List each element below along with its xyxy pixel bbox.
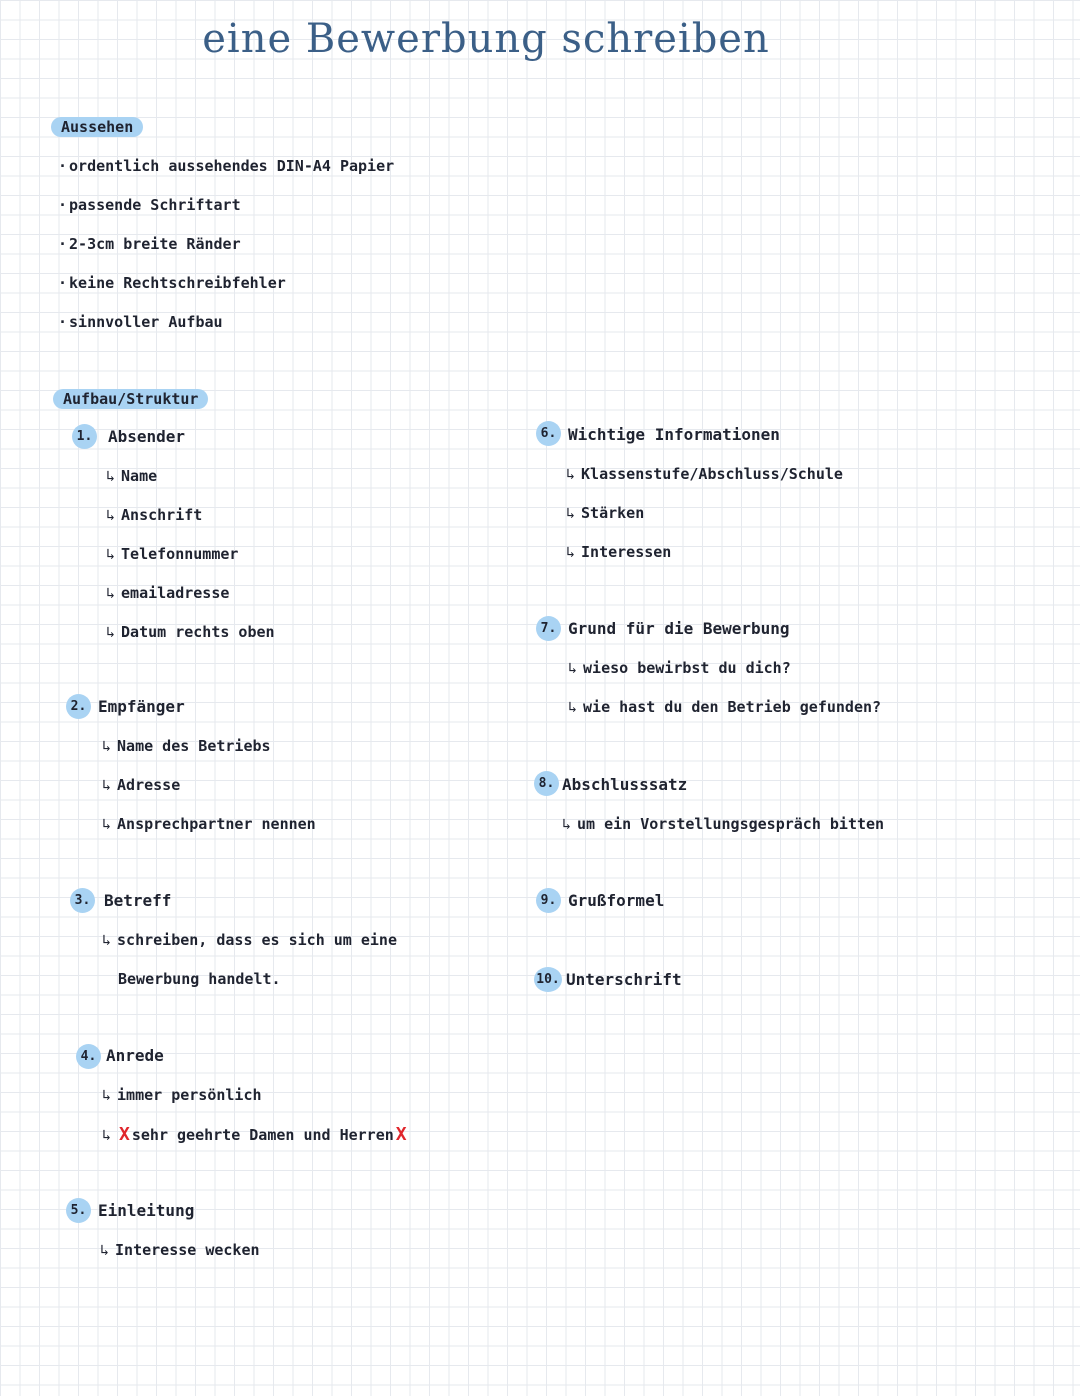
sub-item	[102, 931, 397, 949]
arrow-icon: ↳	[102, 931, 112, 949]
sub-item-label: Datum rechts oben	[121, 623, 275, 641]
arrow-icon: ↳	[102, 776, 112, 794]
arrow-icon: ↳	[106, 584, 116, 602]
aussehen-item: · ordentlich aussehendes DIN-A4 Papier	[58, 157, 394, 175]
sub-item-label: immer persönlich	[117, 1086, 262, 1104]
page-title: eine Bewerbung schreiben	[202, 16, 770, 62]
section-title: Wichtige Informationen	[568, 425, 780, 444]
arrow-icon: ↳	[106, 623, 116, 641]
aussehen-heading: Aussehen	[51, 117, 143, 137]
arrow-icon: ↳	[566, 543, 576, 561]
arrow-icon: ↳	[102, 815, 112, 833]
section-title: Empfänger	[98, 697, 185, 716]
sub-item	[102, 1124, 409, 1145]
sub-item	[566, 543, 671, 561]
section-title: Grußformel	[568, 891, 665, 910]
cross-icon: X	[119, 1124, 130, 1145]
arrow-icon: ↳	[106, 467, 116, 485]
arrow-icon: ↳	[568, 698, 578, 716]
section-number: 3.	[70, 888, 95, 913]
arrow-icon: ↳	[102, 737, 112, 755]
section-title: Unterschrift	[566, 970, 682, 989]
sub-item	[106, 545, 238, 563]
section-number: 6.	[536, 421, 561, 446]
aussehen-item: · sinnvoller Aufbau	[58, 313, 223, 331]
sub-item-label: Adresse	[117, 776, 181, 794]
aufbau-heading: Aufbau/Struktur	[53, 389, 208, 409]
sub-item	[568, 698, 881, 716]
sub-item-label: Anschrift	[121, 506, 203, 524]
sub-item-label: Ansprechpartner nennen	[117, 815, 316, 833]
sub-item	[106, 467, 157, 485]
sub-item	[102, 737, 271, 755]
sub-item	[562, 815, 884, 833]
section-title: Absender	[108, 427, 186, 446]
section-number: 9.	[536, 888, 561, 913]
sub-item	[102, 1086, 262, 1104]
sub-item	[566, 465, 843, 483]
section-number: 10.	[534, 967, 562, 992]
arrow-icon: ↳	[100, 1241, 110, 1259]
sub-item-label: Name	[121, 467, 158, 485]
arrow-icon: ↳	[102, 1126, 112, 1144]
sub-item	[568, 659, 791, 677]
section-number: 8.	[534, 771, 559, 796]
sub-item-label: um ein Vorstellungsgespräch bitten	[577, 815, 885, 833]
section-number: 1.	[72, 424, 97, 449]
section-number: 4.	[76, 1044, 101, 1069]
sub-item-continuation: Bewerbung handelt.	[118, 970, 281, 988]
sub-item-label: Klassenstufe/Abschluss/Schule	[581, 465, 843, 483]
sub-item	[106, 623, 275, 641]
sub-item-label: Stärken	[581, 504, 645, 522]
section-number: 5.	[66, 1198, 91, 1223]
section-number: 2.	[66, 694, 91, 719]
section-title: Einleitung	[98, 1201, 195, 1220]
arrow-icon: ↳	[102, 1086, 112, 1104]
sub-item	[102, 815, 316, 833]
arrow-icon: ↳	[106, 506, 116, 524]
sub-item-label: Telefonnummer	[121, 545, 239, 563]
section-title: Anrede	[106, 1046, 164, 1065]
sub-item	[106, 506, 202, 524]
sub-item	[102, 776, 180, 794]
section-title: Betreff	[104, 891, 172, 910]
sub-item	[106, 584, 229, 602]
aussehen-item: · 2-3cm breite Ränder	[58, 235, 241, 253]
cross-icon: X	[395, 1124, 407, 1145]
aussehen-item: · keine Rechtschreibfehler	[58, 274, 286, 292]
sub-item-label: Interessen	[581, 543, 672, 561]
section-title: Abschlusssatz	[562, 775, 688, 794]
sub-item	[566, 504, 644, 522]
sub-item-label: schreiben, dass es sich um eine	[117, 931, 397, 949]
arrow-icon: ↳	[562, 815, 572, 833]
section-number: 7.	[536, 616, 561, 641]
arrow-icon: ↳	[566, 504, 576, 522]
arrow-icon: ↳	[106, 545, 116, 563]
sub-item	[100, 1241, 260, 1259]
sub-item-label: emailadresse	[121, 584, 230, 602]
sub-item-label: wieso bewirbst du dich?	[583, 659, 791, 677]
sub-item-label: Interesse wecken	[115, 1241, 260, 1259]
arrow-icon: ↳	[568, 659, 578, 677]
sub-item-label: Name des Betriebs	[117, 737, 271, 755]
sub-item-label: sehr geehrte Damen und Herren	[131, 1126, 394, 1144]
aussehen-item: · passende Schriftart	[58, 196, 241, 214]
sub-item-label: wie hast du den Betrieb gefunden?	[583, 698, 882, 716]
arrow-icon: ↳	[566, 465, 576, 483]
section-title: Grund für die Bewerbung	[568, 619, 790, 638]
